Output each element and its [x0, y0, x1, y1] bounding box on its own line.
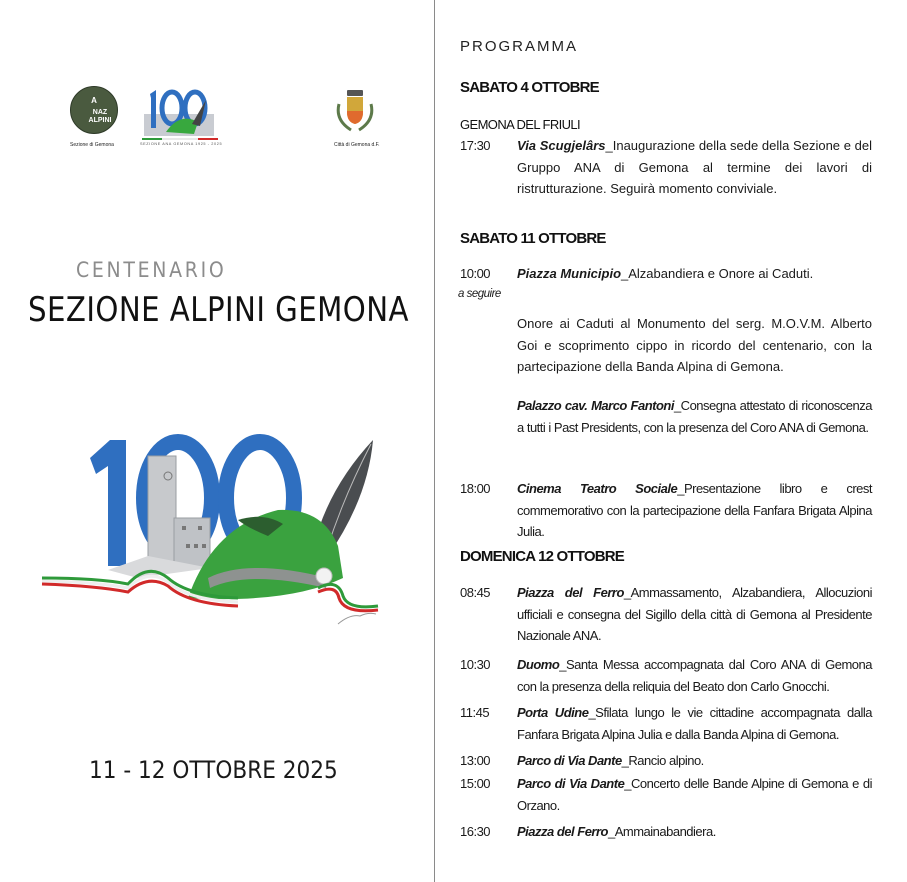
ana-logo-text-1: A: [91, 96, 97, 105]
event-item: [460, 478, 872, 543]
event-text: _Consegna attestato di riconoscenza a tutti i Past Presidents, con la presenza del Coro ANA di Gemona.: [517, 398, 872, 435]
ana-logo-text-2: NAZ: [92, 109, 108, 116]
main-title: SEZIONE ALPINI GEMONA: [28, 290, 409, 330]
event-time: 10:00: [460, 266, 491, 281]
cover-panel: [0, 0, 434, 882]
event-time: 10:30: [460, 657, 491, 672]
event-location: Cinema Teatro Sociale: [517, 481, 678, 496]
event-location: Parco di Via Dante: [517, 753, 622, 768]
event-text: _Alzabandiera e Onore ai Caduti.: [621, 266, 814, 281]
event-item: [460, 821, 872, 843]
event-time: 17:30: [460, 138, 491, 153]
event-time: 18:00: [460, 481, 491, 496]
event-item: [460, 750, 872, 772]
event-item: [460, 654, 872, 697]
event-text: _Presentazione libro e crest commemorativo con la partecipazione della Fanfara Brigata Alpina Julia.: [517, 481, 872, 539]
event-time: 13:00: [460, 753, 491, 768]
hero-pompom: [316, 568, 332, 584]
event-text: _Sfilata lungo le vie cittadine accompagnata dalla Fanfara Brigata Alpina Julia e dalla Banda Alpina di Gemona.: [517, 705, 872, 742]
panel-divider: [434, 0, 435, 882]
subtitle: CENTENARIO: [76, 258, 227, 282]
ana-logo-text-3: ALPINI: [88, 117, 112, 124]
ana-logo-caption: Sezione di Gemona: [70, 142, 114, 148]
hero-digit-1: [90, 440, 126, 566]
event-dates: 11 - 12 OTTOBRE 2025: [89, 756, 338, 784]
event-location: Piazza del Ferro: [517, 824, 608, 839]
event-location: Duomo: [517, 657, 560, 672]
event-item: [458, 263, 872, 300]
day-heading: DOMENICA 12 OTTOBRE: [460, 548, 624, 565]
event-time: 08:45: [460, 585, 491, 600]
event-location: Via Scugjelârs: [517, 138, 606, 153]
event-note: a seguire: [458, 288, 501, 300]
hero-tower: [148, 456, 176, 564]
event-item: [460, 773, 872, 816]
event-item: [460, 582, 872, 647]
day-place: GEMONA DEL FRIULI: [460, 117, 581, 132]
event-text: _Ammassamento, Alzabandiera, Allocuzioni ufficiali e consegna del Sigillo della città di Gemona al Presidente Nazionale ANA.: [517, 585, 872, 643]
event-time: 16:30: [460, 824, 491, 839]
event-item: [460, 135, 872, 200]
program-title: PROGRAMMA: [460, 38, 579, 55]
hero-building: [174, 518, 210, 568]
event-text: _Concerto delle Bande Alpine di Gemona e di Orzano.: [517, 776, 872, 813]
hero-signature: [338, 613, 376, 624]
event-text: _Ammainabandiera.: [607, 824, 716, 839]
city-crest: [333, 86, 377, 136]
event-item: [460, 313, 872, 378]
event-item: [460, 702, 872, 745]
event-location: Piazza del Ferro: [517, 585, 624, 600]
event-text: _Rancio alpino.: [621, 753, 704, 768]
event-item: [460, 395, 872, 438]
event-time: 15:00: [460, 776, 491, 791]
event-text: _Santa Messa accompagnata dal Coro ANA di Gemona con la presenza della reliquia del Beato don Carlo Gnocchi.: [517, 657, 872, 694]
event-location: Palazzo cav. Marco Fantoni: [517, 398, 674, 413]
event-location: Parco di Via Dante: [517, 776, 625, 791]
ana-logo: [70, 86, 118, 134]
centenary-logo-caption: SEZIONE ANA GEMONA 1925 - 2025: [140, 142, 223, 146]
event-time: 11:45: [460, 705, 490, 720]
event-text: Onore ai Caduti al Monumento del serg. M.O.V.M. Alberto Goi e scoprimento cippo in ricordo del centenario, con la partecipazione della Banda Alpina di Gemona.: [517, 316, 872, 374]
hero-illustration: [38, 428, 388, 628]
day-heading: SABATO 4 OTTOBRE: [460, 79, 599, 96]
program-panel: [460, 0, 872, 882]
day-heading: SABATO 11 OTTOBRE: [460, 230, 606, 247]
event-text: _Inaugurazione della sede della Sezione e del Gruppo ANA di Gemona al termine dei lavori di ristrutturazione. Seguirà momento conviviale.: [517, 138, 873, 196]
centenary-logo: [140, 84, 223, 148]
event-location: Piazza Municipio: [517, 266, 622, 281]
city-crest-caption: Città di Gemona d.F.: [334, 142, 380, 148]
event-location: Porta Udine: [517, 705, 589, 720]
